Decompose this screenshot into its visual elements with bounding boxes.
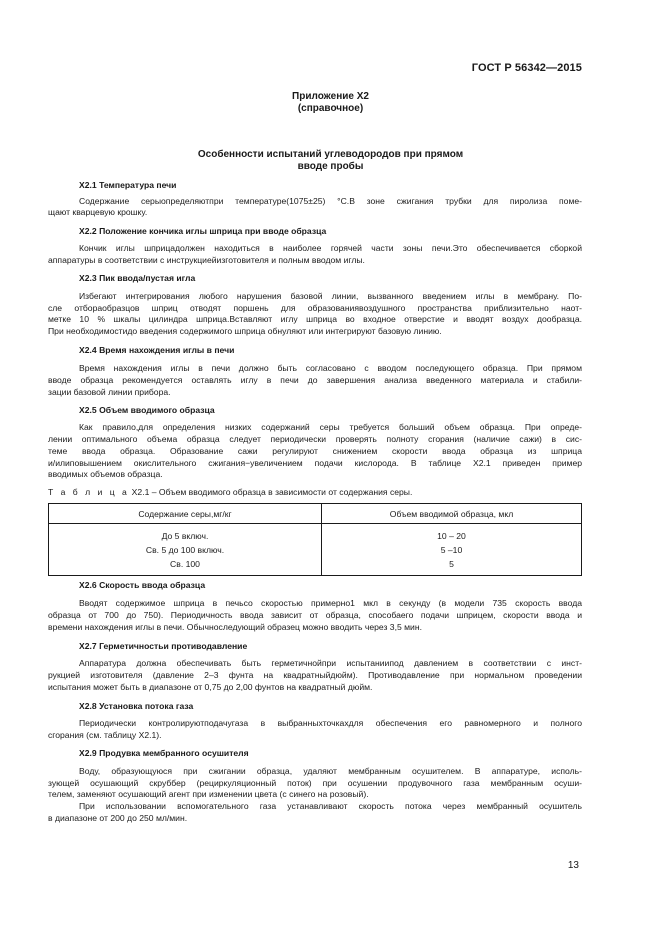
paragraph-line: в диапазоне от 200 до 250 мл/мин.: [48, 813, 188, 823]
table-cell-value: Св. 100: [170, 559, 200, 569]
paragraph-line: При необходимостидо введения содержимого шприца обнуляют или интегрируют базовую линию.: [48, 326, 442, 336]
section-heading: X2.2 Положение кончика иглы шприца при вводе образца: [79, 226, 327, 236]
section-heading: X2.5 Объем вводимого образца: [79, 405, 215, 415]
paragraph-line: зации базовой линии прибора.: [48, 387, 171, 397]
paragraph-line: телем, заменяют осушающий агент при изменении цвета (с синего на розовый).: [48, 789, 369, 799]
table-cell-value: 5: [449, 559, 454, 569]
paragraph-line: Избегают интегрирования любого нарушения базовой линии, вызванного введением иглы в мембрану. По-: [79, 291, 582, 301]
paragraph-line: При использовании вспомогательного газа устанавливают скорость потока через мембранный осушитель: [79, 801, 582, 811]
section-heading: X2.4 Время нахождения иглы в печи: [79, 345, 235, 355]
paragraph-line: Воду, образующуюся при сжигании образца, удаляют мембранным осушителем. В аппаратуре, исполь-: [79, 766, 582, 776]
paragraph-line: образца от 700 до 750). Периодичность ввода зависит от образца, способаего подачи шприцем, скорости ввода и: [48, 610, 582, 620]
section-heading: X2.6 Скорость ввода образца: [79, 580, 206, 590]
appendix-title: Приложение X2: [292, 91, 369, 102]
table-cell-value: Св. 5 до 100 включ.: [145, 545, 225, 555]
table-caption: Т а б л и ц а X2.1 – Объем вводимого образца в зависимости от содержания серы.: [48, 487, 413, 497]
paragraph-line: и/илиповышением окислительного сжигания−увеличением подачи кислорода. В таблице X2.1 приведен пример: [48, 458, 582, 468]
table-cell-value: 5 –10: [440, 545, 463, 555]
table-header-volume: Объем вводимой образца, мкл: [322, 504, 582, 524]
paragraph-line: Как правило,для определения низких содержаний серы требуется больший объем образца. При опреде-: [79, 422, 582, 432]
paragraph-line: метке 10 % шкалы цилиндра шприца.Вставляют иглу шприца во входное отверстие и вводят воздух дообразца.: [48, 314, 582, 324]
section-heading: X2.8 Установка потока газа: [79, 701, 194, 711]
appendix-subtitle: (справочное): [297, 103, 364, 114]
page-number: 13: [567, 860, 579, 871]
paragraph-line: Вводят содержимое шприца в печьсо скоростью примерно1 мкл в секунду (в модели 735 скорость ввода: [79, 598, 582, 608]
table-cell-volume: [322, 524, 582, 576]
table-cell-sulfur: [49, 524, 322, 576]
section-heading: X2.9 Продувка мембранного осушителя: [79, 748, 249, 758]
paragraph-line: Содержание серыопределяютпри температуре(1075±25) °С.В зоне сжигания трубки для пиролиза поме-: [79, 196, 582, 206]
document-code: ГОСТ Р 56342—2015: [471, 62, 582, 74]
paragraph-line: вводе образца рекомендуется оставлять иглу в печи до завершения анализа введенного материала и стабили-: [48, 375, 582, 385]
section-heading: X2.3 Пик ввода/пустая игла: [79, 273, 196, 283]
paragraph-line: зующей осушающий скруббер (рециркуляционный поток) при осушении продувочного газа мембранным осуши-: [48, 778, 582, 788]
paragraph-line: Кончик иглы шприцадолжен находиться в наиболее горячей части зоны печи.Это обеспечивается сборкой: [79, 243, 582, 253]
paragraph-line: времени нахождения иглы в печи. Обычноследующий образец можно вводить через 3,5 мин.: [48, 622, 422, 632]
paragraph-line: аппаратуры в соответствии с инструкциейизготовителя и полным вводом иглы.: [48, 255, 365, 265]
paragraph-line: испытания может быть в диапазоне от 0,75 до 2,00 фунтов на квадратный дюйм.: [48, 682, 373, 692]
section-heading: X2.1 Температура печи: [79, 180, 177, 190]
paragraph-line: вводимых объемов образца.: [48, 469, 163, 479]
table-header-sulfur: Содержание серы,мг/кг: [49, 504, 322, 524]
paragraph-line: Время нахождения иглы в печи должно быть согласовано с вводом последующего образца. При прямом: [79, 363, 582, 373]
paragraph-line: щают кварцевую крошку.: [48, 207, 148, 217]
table-cell-value: До 5 включ.: [161, 531, 209, 541]
main-title-line-2: вводе пробы: [297, 161, 364, 172]
main-title-line-1: Особенности испытаний углеводородов при прямом: [197, 149, 464, 160]
paragraph-line: рукцией изготовителя (давление 2–3 фунта на квадратныйдюйм). Противодавление при нормальном проведении: [48, 670, 582, 680]
paragraph-line: Периодически контролируютподачугаза в выбранныхточкахдля обеспечения его равномерного и полного: [79, 718, 582, 728]
paragraph-line: теме ввода образца. Образование сажи регулируют снижением скорости ввода образца из шприца: [48, 446, 582, 456]
paragraph-line: сле отбораобразцов шприц отводят поршень для образованиявоздушного пространства приблизительно наот-: [48, 303, 582, 313]
sample-volume-table: [48, 503, 582, 576]
table-cell-value: 10 – 20: [437, 531, 466, 541]
paragraph-line: лении оптимального объема образца следует периодически проверять полноту сгорания (наличие сажи) в сис-: [48, 434, 582, 444]
paragraph-line: Аппаратура должна обеспечивать быть герметичнойпри испытаниипод давлением в соответствии с инст-: [79, 658, 582, 668]
section-heading: X2.7 Герметичностьи противодавление: [79, 641, 248, 651]
paragraph-line: сгорания (см. таблицу X2.1).: [48, 730, 162, 740]
